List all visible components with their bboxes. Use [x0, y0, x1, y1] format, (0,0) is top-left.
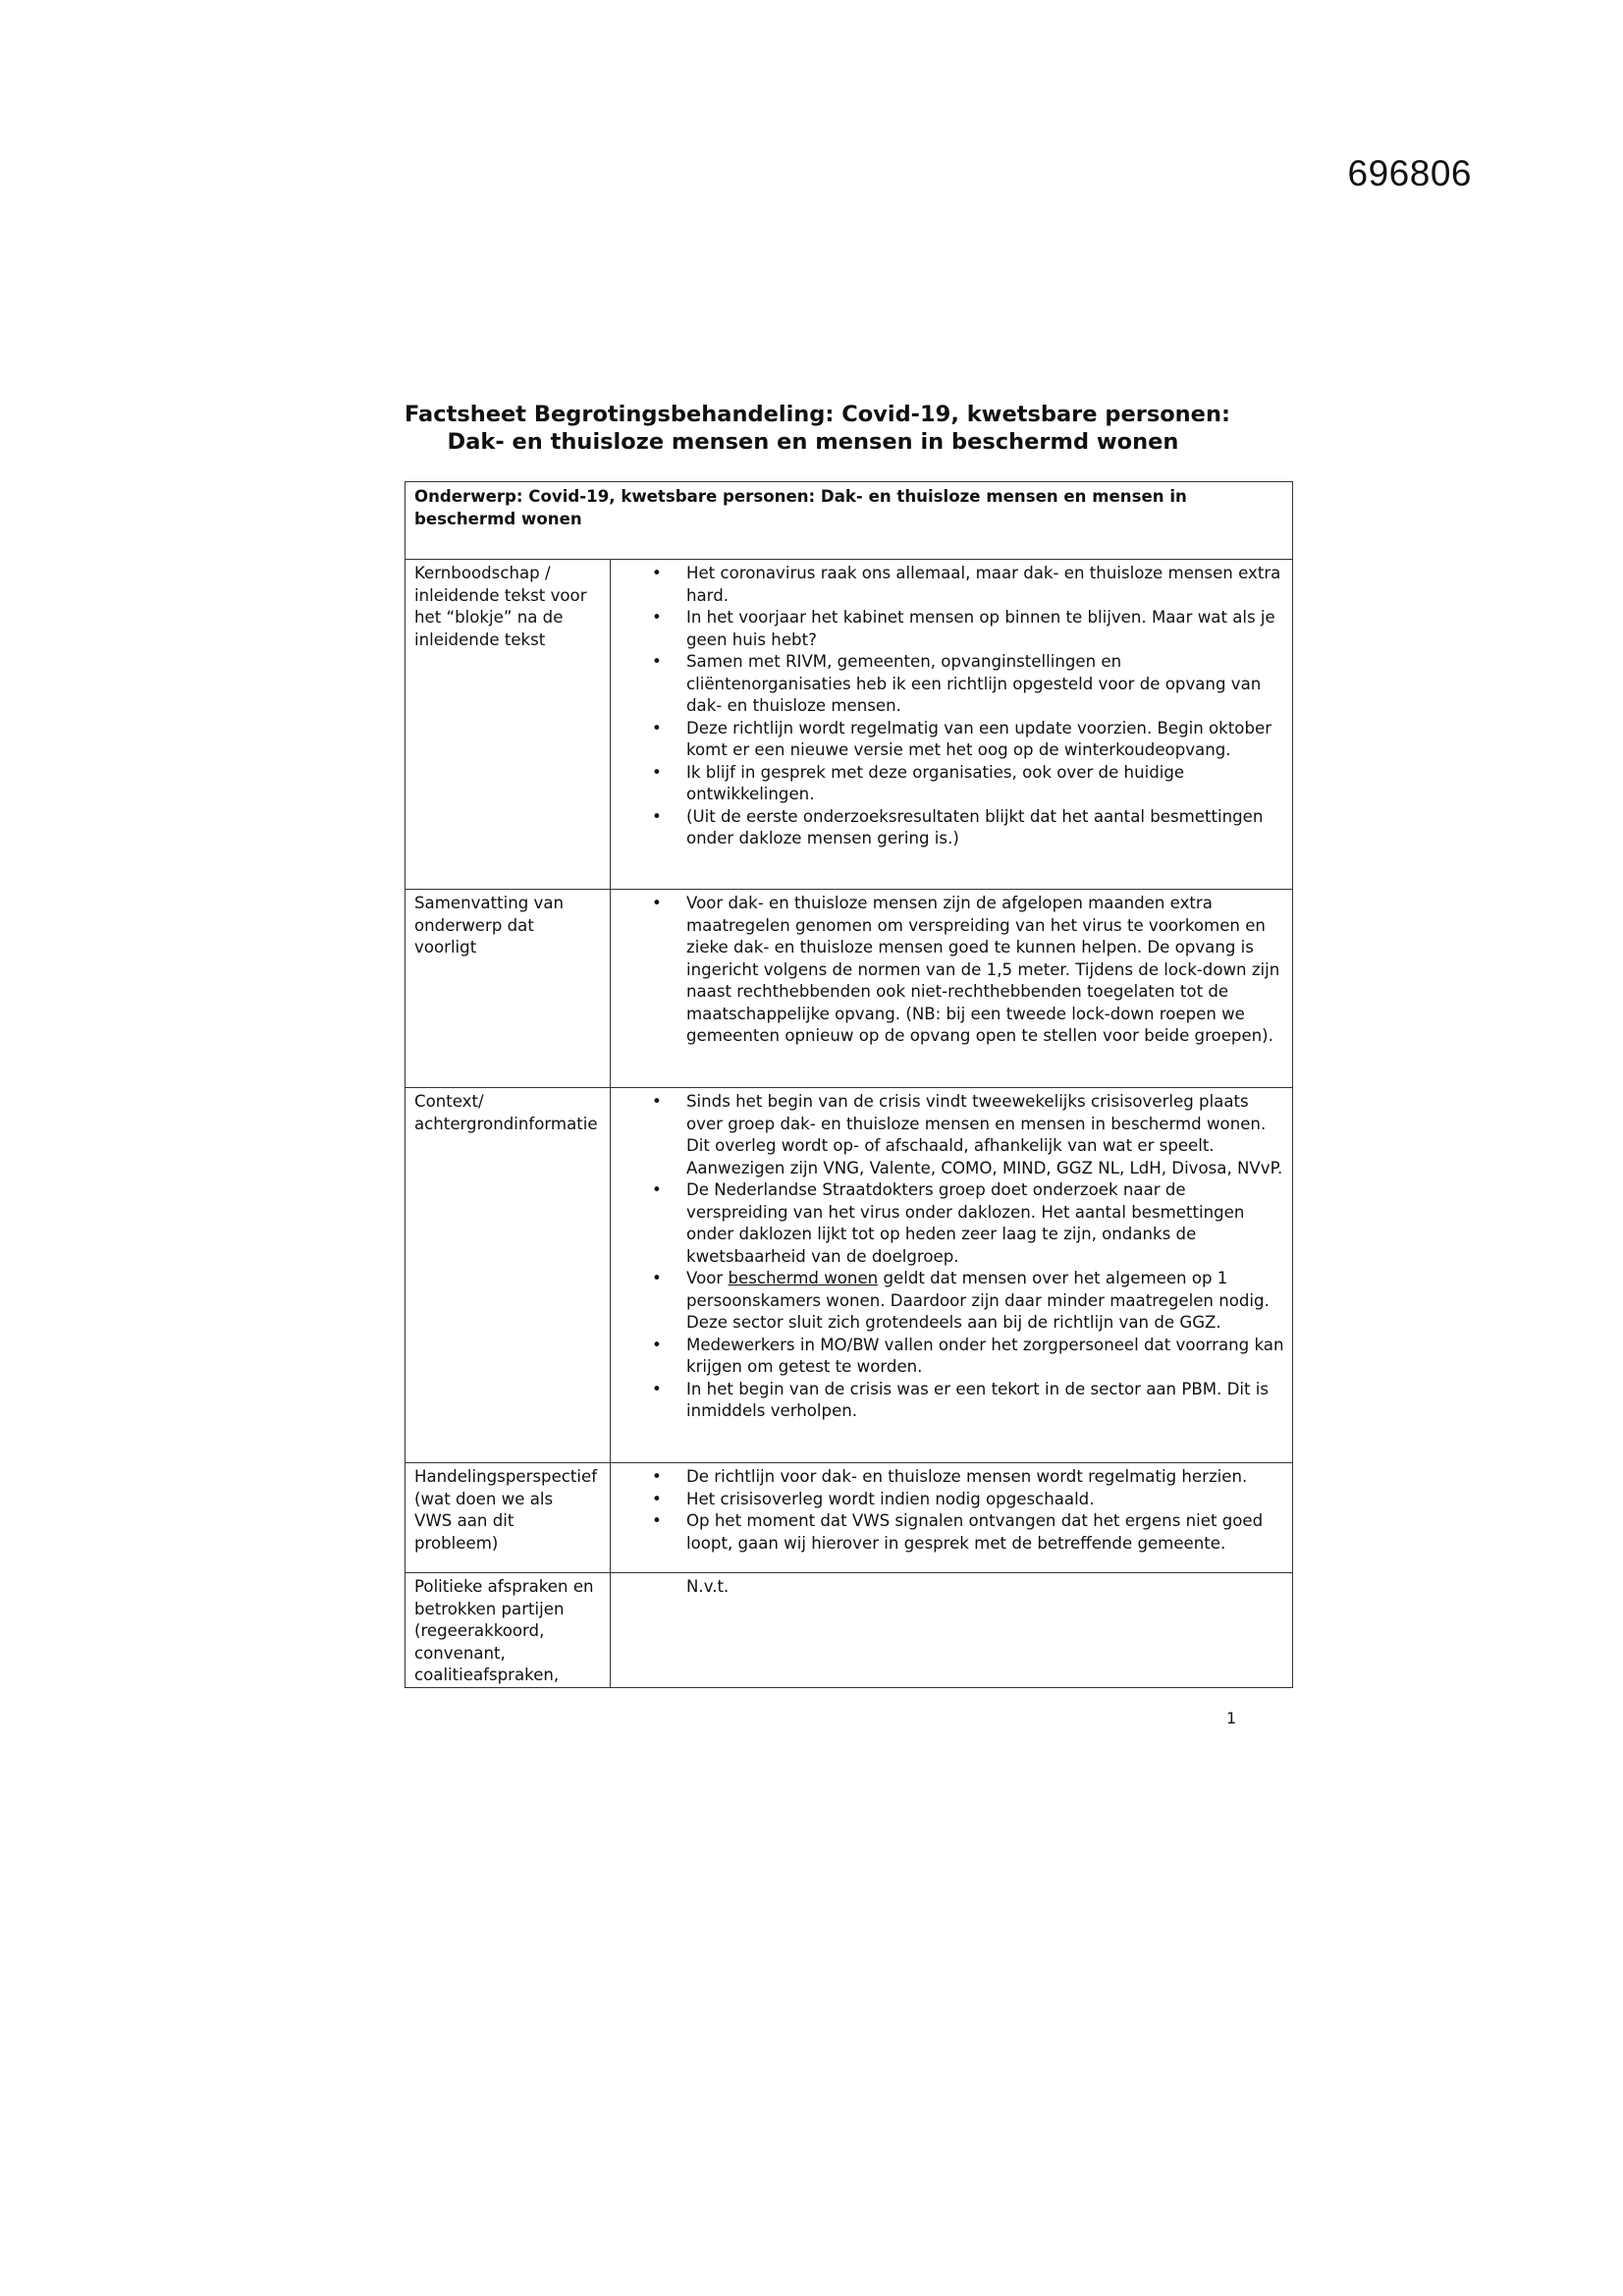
row-label-line: Politieke afspraken en: [414, 1577, 594, 1596]
bullet-item: • Voor dak- en thuisloze mensen zijn de afgelopen maanden extra maatregelen genomen om verspreiding van het virus te voorkomen en zieke dak- en thuisloze mensen goed te kunnen helpen. De opvang is ingericht volgens de normen van de 1,5 meter. Tijdens de lock-down zijn naast rechthebbenden ook niet-rechthebbenden toegelaten tot de maatschappelijke opvang. (NB: bij een tweede lock-down roepen we gemeenten opnieuw op de opvang open te stellen voor beide groepen).: [620, 893, 1284, 1048]
bullet-text: geldt dat mensen over het algemeen op 1 persoonskamers wonen. Daardoor zijn daar minder maatregelen nodig. Deze sector sluit zich grotendeels aan bij de richtlijn van de GGZ.: [686, 1269, 1270, 1332]
bullet-item: • Medewerkers in MO/BW vallen onder het zorgpersoneel dat voorrang kan krijgen om getest te worden.: [620, 1335, 1284, 1379]
bullet-item: • De Nederlandse Straatdokters groep doet onderzoek naar de verspreiding van het virus onder daklozen. Het aantal besmettingen onder daklozen lijkt tot op heden zeer laag te zijn, ondanks de kwetsbaarheid van de doelgroep.: [620, 1179, 1284, 1268]
row-label-line: voorligt: [414, 938, 477, 957]
row-label-line: inleidende tekst voor: [414, 585, 587, 605]
bullet-item: • In het begin van de crisis was er een tekort in de sector aan PBM. Dit is inmiddels verholpen.: [620, 1379, 1284, 1423]
bullet-list: [620, 1466, 1284, 1555]
row-label-handelingsperspectief: [406, 1463, 611, 1573]
factsheet-table: [405, 481, 1293, 1688]
subject-line-1: Onderwerp: Covid-19, kwetsbare personen: Dak- en thuisloze mensen en mensen in: [414, 487, 1187, 506]
page-title: [405, 401, 1230, 456]
bullet-item: • (Uit de eerste onderzoeksresultaten blijkt dat het aantal besmettingen onder dakloze mensen gering is.): [620, 806, 1284, 850]
page-title-line-2: Dak- en thuisloze mensen en mensen in beschermd wonen: [447, 429, 1179, 455]
row-label-line: coalitieafspraken,: [414, 1666, 560, 1684]
subject-cell: [406, 482, 1293, 560]
bullet-item: • De richtlijn voor dak- en thuisloze mensen wordt regelmatig herzien.: [620, 1466, 1284, 1489]
bullet-item: • Op het moment dat VWS signalen ontvangen dat het ergens niet goed loopt, gaan wij hierover in gesprek met de betreffende gemeente.: [620, 1510, 1284, 1555]
bullet-item: • In het voorjaar het kabinet mensen op binnen te blijven. Maar wat als je geen huis hebt?: [620, 607, 1284, 651]
subject-line-2: beschermd wonen: [414, 509, 582, 528]
bullet-text: Voor: [686, 1269, 729, 1287]
row-label-line: convenant,: [414, 1643, 506, 1663]
row-label-line: het “blokje” na de: [414, 608, 564, 627]
row-label-line: (regeerakkoord,: [414, 1621, 545, 1640]
table-row: [406, 1463, 1293, 1573]
table-row: [406, 890, 1293, 1088]
row-content-context: [611, 1088, 1293, 1463]
bullet-item: • Ik blijf in gesprek met deze organisaties, ook over de huidige ontwikkelingen.: [620, 762, 1284, 806]
row-content-handelingsperspectief: [611, 1463, 1293, 1573]
row-label-line: achtergrondinformatie: [414, 1114, 598, 1133]
row-label-line: Samenvatting van: [414, 894, 565, 912]
row-label-context: [406, 1088, 611, 1463]
row-label-politieke-afspraken: [406, 1573, 611, 1688]
bullet-item: • Samen met RIVM, gemeenten, opvanginstellingen en cliëntenorganisaties heb ik een richtlijn opgesteld voor de opvang van dak- en thuisloze mensen.: [620, 651, 1284, 718]
row-content-samenvatting: [611, 890, 1293, 1088]
row-label-line: (wat doen we als: [414, 1489, 554, 1508]
page-title-line-1: Factsheet Begrotingsbehandeling: Covid-19, kwetsbare personen:: [405, 402, 1230, 427]
subject-row: [406, 482, 1293, 560]
table-row: [406, 560, 1293, 890]
document-number: 696806: [1347, 153, 1472, 193]
bullet-item: • Sinds het begin van de crisis vindt tweewekelijks crisisoverleg plaats over groep dak- en thuisloze mensen en mensen in beschermd wonen. Dit overleg wordt op- of afschaald, afhankelijk van wat er speelt. Aanwezigen zijn VNG, Valente, COMO, MIND, GGZ NL, LdH, Divosa, NVvP.: [620, 1091, 1284, 1179]
row-label-samenvatting: [406, 890, 611, 1088]
row-label-line: onderwerp dat: [414, 915, 534, 935]
row-label-line: probleem): [414, 1533, 499, 1553]
table-row: [406, 1088, 1293, 1463]
row-label-line: Context/: [414, 1092, 484, 1111]
table-row: [406, 1573, 1293, 1688]
bullet-list: [620, 893, 1284, 1048]
row-label-kernboodschap: [406, 560, 611, 890]
row-content-politieke-afspraken: [611, 1573, 1293, 1688]
bullet-list: [620, 563, 1284, 850]
row-label-line: Kernboodschap /: [414, 564, 551, 582]
bullet-item: [620, 1268, 1284, 1335]
row-label-line: inleidende tekst: [414, 629, 546, 649]
row-content-kernboodschap: [611, 560, 1293, 890]
row-label-line: Handelingsperspectief: [414, 1467, 598, 1486]
not-applicable-value: N.v.t.: [686, 1577, 730, 1596]
bullet-list: [620, 1091, 1284, 1423]
row-label-line: VWS aan dit: [414, 1511, 514, 1530]
underlined-term: beschermd wonen: [728, 1269, 879, 1287]
bullet-item: • Het coronavirus raak ons allemaal, maar dak- en thuisloze mensen extra hard.: [620, 563, 1284, 607]
bullet-item: • Het crisisoverleg wordt indien nodig opgeschaald.: [620, 1489, 1284, 1511]
page-number: 1: [1226, 1709, 1237, 1727]
bullet-item: • Deze richtlijn wordt regelmatig van een update voorzien. Begin oktober komt er een nieuwe versie met het oog op de winterkoudeopvang.: [620, 718, 1284, 762]
row-label-line: betrokken partijen: [414, 1599, 565, 1618]
